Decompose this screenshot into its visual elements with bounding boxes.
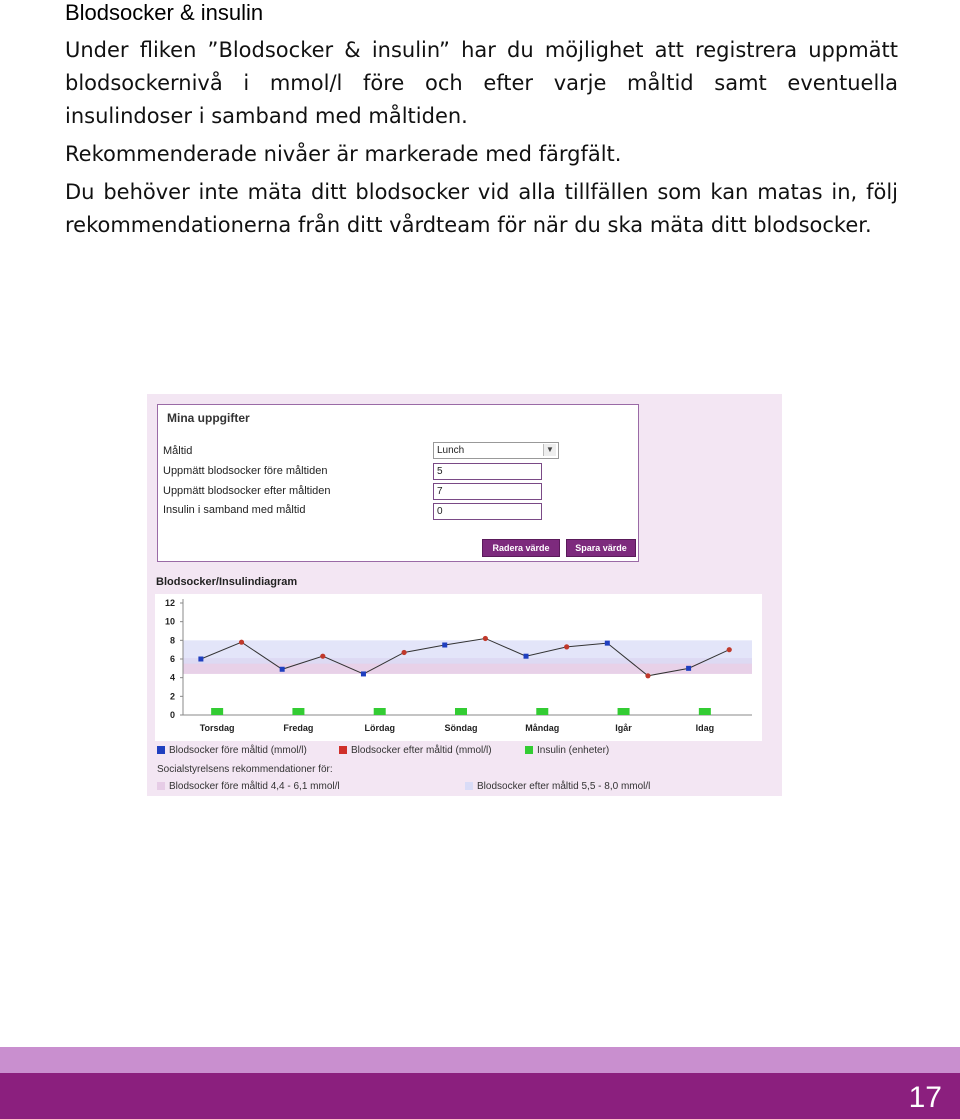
x-tick-label: Måndag [525, 723, 560, 733]
legend-band-before [157, 781, 340, 792]
insulin-bar [699, 708, 711, 715]
chart-title: Blodsocker/Insulindiagram [156, 576, 298, 588]
legend-insulin-swatch [525, 746, 533, 754]
before-meal-point [280, 667, 285, 672]
before-meal-point [198, 657, 203, 662]
before-meal-point [686, 666, 691, 671]
document-heading: Blodsocker & insulin [65, 0, 264, 25]
legend-before-label: Blodsocker före måltid (mmol/l) [169, 745, 307, 756]
after-meal-point [727, 647, 732, 652]
band-after-swatch [465, 782, 473, 790]
after-meal-point [320, 654, 325, 659]
legend-after [339, 745, 492, 756]
band-before-swatch [157, 782, 165, 790]
y-tick-label: 2 [169, 691, 175, 702]
meal-label: Måltid [163, 445, 193, 457]
before-meal-point [605, 641, 610, 646]
before-meal-label: Uppmätt blodsocker före måltiden [163, 465, 328, 477]
legend-before [157, 745, 307, 756]
x-tick-label: Fredag [283, 723, 314, 733]
x-tick-label: Söndag [444, 723, 478, 733]
page-number: 17 [908, 1081, 942, 1114]
x-tick-label: Torsdag [199, 723, 235, 733]
before-meal-point [524, 654, 529, 659]
paragraph-recommended: Rekommenderade nivåer är markerade med färgfält. [65, 142, 622, 166]
chevron-down-icon[interactable]: ▼ [543, 444, 556, 456]
before-meal-point [442, 643, 447, 648]
blood-sugar-chart [155, 594, 762, 741]
legend-before-swatch [157, 746, 165, 754]
band-after-label: Blodsocker efter måltid 5,5 - 8,0 mmol/l [477, 781, 651, 792]
footer-band-dark [0, 1073, 960, 1119]
insulin-bar [211, 708, 223, 715]
before-meal-input[interactable]: 5 [433, 463, 542, 480]
meal-select[interactable] [433, 442, 559, 459]
recommendation-heading: Socialstyrelsens rekommendationer för: [157, 764, 333, 775]
y-tick-label: 10 [164, 616, 175, 627]
my-data-form [157, 404, 639, 562]
y-tick-label: 4 [169, 672, 175, 683]
after-meal-point [483, 636, 488, 641]
insulin-bar [618, 708, 630, 715]
after-meal-point [239, 640, 244, 645]
form-title: Mina uppgifter [167, 411, 250, 425]
insulin-bar [292, 708, 304, 715]
after-meal-label: Uppmätt blodsocker efter måltiden [163, 485, 331, 497]
paragraph-intro: Under fliken ”Blodsocker & insulin” har du möjlighet att registrera uppmätt blodsockernivå i mmol/l före och efter varje måltid samt eventuella insulindoser i samband med måltiden. [65, 38, 898, 128]
insulin-bar [536, 708, 548, 715]
y-tick-label: 8 [169, 635, 175, 646]
legend-insulin [525, 745, 609, 756]
after-meal-input[interactable]: 7 [433, 483, 542, 500]
before-meal-point [361, 671, 366, 676]
app-screenshot-panel [147, 394, 782, 796]
meal-select-value: Lunch [437, 445, 465, 456]
insulin-label: Insulin i samband med måltid [163, 504, 306, 516]
footer-band-light [0, 1047, 960, 1073]
legend-after-label: Blodsocker efter måltid (mmol/l) [351, 745, 492, 756]
save-value-button[interactable]: Spara värde [566, 539, 636, 557]
delete-value-button[interactable]: Radera värde [482, 539, 560, 557]
legend-after-swatch [339, 746, 347, 754]
after-meal-point [564, 644, 569, 649]
x-tick-label: Lördag [364, 723, 395, 733]
paragraph-measure-advice: Du behöver inte mäta ditt blodsocker vid alla tillfällen som kan matas in, följ rekommendationerna från ditt vårdteam för när du ska mäta ditt blodsocker. [65, 180, 898, 237]
band-before-label: Blodsocker före måltid 4,4 - 6,1 mmol/l [169, 781, 340, 792]
legend-band-after [465, 781, 650, 792]
insulin-bar [455, 708, 467, 715]
insulin-input[interactable]: 0 [433, 503, 542, 520]
legend-insulin-label: Insulin (enheter) [537, 745, 610, 756]
after-meal-point [401, 650, 406, 655]
y-tick-label: 12 [164, 598, 175, 608]
x-tick-label: Igår [615, 723, 632, 733]
chart-area [155, 594, 762, 741]
x-tick-label: Idag [695, 723, 715, 733]
after-meal-point [645, 673, 650, 678]
y-tick-label: 6 [169, 654, 175, 664]
y-tick-label: 0 [169, 710, 175, 720]
insulin-bar [374, 708, 386, 715]
